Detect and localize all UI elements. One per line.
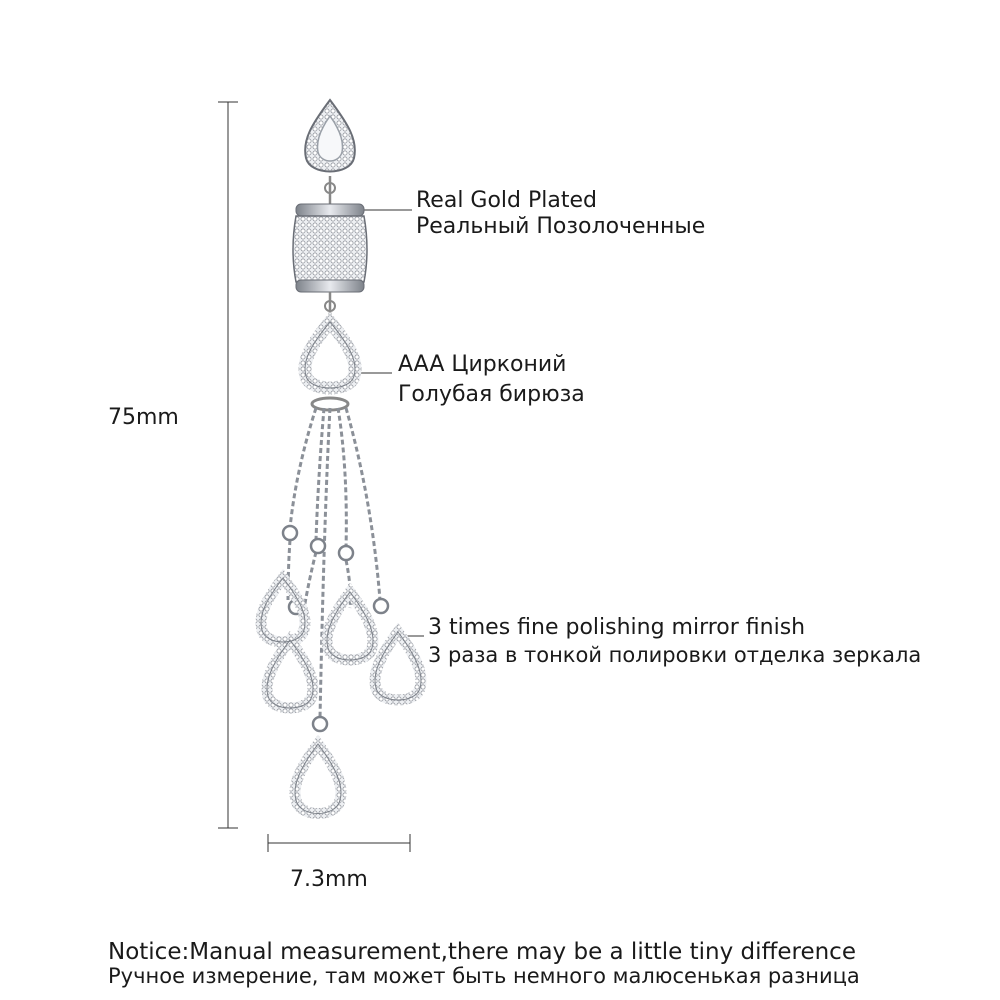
callout-polish-line1: 3 times fine polishing mirror finish xyxy=(428,615,806,640)
stud-teardrop xyxy=(305,100,355,172)
teardrop-connector xyxy=(305,322,355,388)
teardrop-drops xyxy=(261,578,421,814)
width-measurement-label: 7.3mm xyxy=(290,867,368,892)
height-dimension-line xyxy=(218,102,238,828)
callout-polish-line2: 3 раза в тонкой полировки отделка зеркала xyxy=(428,643,922,667)
tassel-chains xyxy=(288,408,380,718)
callout-gold-line1: Real Gold Plated xyxy=(416,188,597,213)
pave-barrel xyxy=(293,204,367,292)
notice-line2: Ручное измерение, там может быть немного малюсенькая разница xyxy=(108,964,860,988)
callout-zircon-line2: Голубая бирюза xyxy=(398,382,585,407)
callout-gold-line2: Реальный Позолоченные xyxy=(416,214,706,239)
notice-line1: Notice:Manual measurement,there may be a little tiny difference xyxy=(108,939,856,965)
callout-zircon-line1: AAA Цирконий xyxy=(398,352,567,377)
height-measurement-label: 75mm xyxy=(108,405,179,430)
width-dimension-line xyxy=(268,834,410,852)
